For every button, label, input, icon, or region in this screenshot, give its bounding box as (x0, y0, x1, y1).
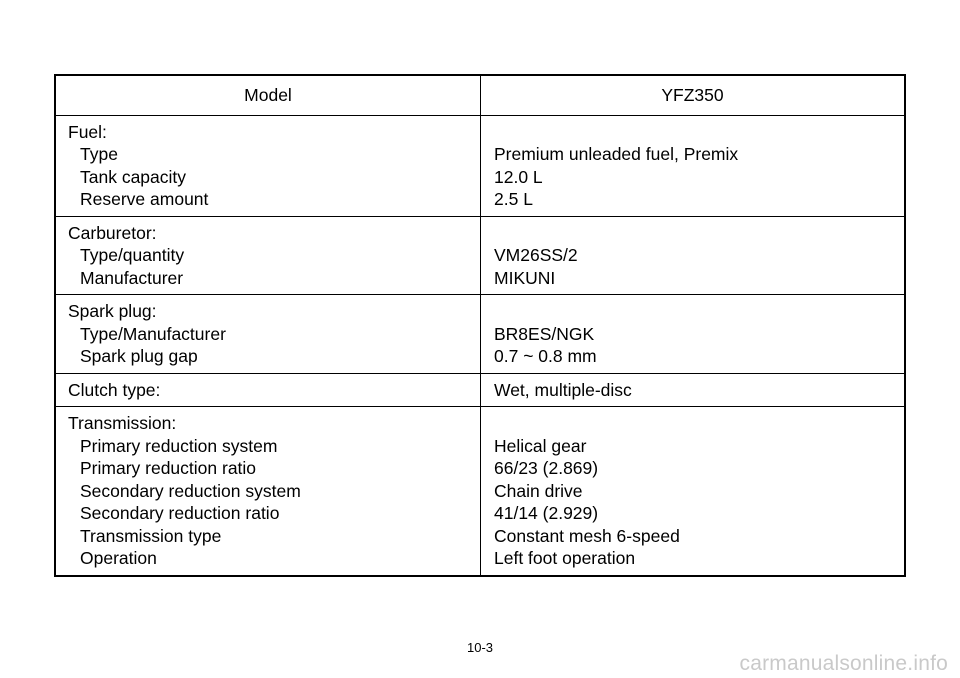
spec-label: Type/quantity (80, 245, 185, 265)
spec-value: Constant mesh 6-speed (494, 525, 680, 546)
spec-value: MIKUNI (494, 267, 556, 288)
spec-value: Chain drive (494, 480, 583, 501)
spec-label: Manufacturer (80, 267, 184, 288)
spacer (494, 300, 904, 323)
section-title: Spark plug: (68, 301, 157, 321)
header-model-value: YFZ350 (661, 85, 724, 105)
spec-value: Wet, multiple-disc (494, 379, 632, 400)
section-title: Transmission: (68, 413, 177, 433)
spec-table (54, 74, 906, 577)
section-values (481, 374, 904, 407)
spec-label: Transmission type (80, 525, 222, 546)
watermark-text: carmanualsonline.info (739, 652, 948, 675)
section-labels (56, 295, 481, 373)
header-model-label: Model (56, 76, 481, 115)
spacer (494, 222, 904, 245)
spec-label: Primary reduction system (80, 435, 278, 456)
spec-value: Helical gear (494, 435, 587, 456)
section-clutch (56, 373, 904, 407)
spacer (494, 121, 904, 144)
spec-value: 0.7 ~ 0.8 mm (494, 346, 597, 366)
spec-label: Spark plug gap (80, 346, 198, 366)
section-labels (56, 407, 481, 575)
page-number: 10-3 (466, 640, 494, 655)
table-header-row (56, 76, 904, 115)
section-values (481, 295, 904, 373)
spec-label: Secondary reduction ratio (80, 503, 280, 523)
spacer (494, 412, 904, 435)
spec-value: Left foot operation (494, 548, 636, 568)
spec-value: VM26SS/2 (494, 245, 578, 265)
section-title: Fuel: (68, 121, 107, 142)
spec-label: Operation (80, 548, 157, 568)
section-values (481, 116, 904, 216)
section-labels (56, 116, 481, 216)
section-values (481, 407, 904, 575)
spec-label: Tank capacity (80, 166, 187, 187)
section-title: Carburetor: (68, 222, 157, 243)
section-labels (56, 374, 481, 407)
spec-label: Type/Manufacturer (80, 323, 226, 344)
spec-label: Clutch type: (68, 379, 161, 400)
spec-label: Primary reduction ratio (80, 458, 257, 478)
section-spark-plug (56, 294, 904, 373)
spec-value: 66/23 (2.869) (494, 458, 599, 478)
section-labels (56, 217, 481, 295)
spec-value: 41/14 (2.929) (494, 503, 599, 523)
section-transmission (56, 406, 904, 575)
spec-label: Secondary reduction system (80, 480, 301, 501)
section-values (481, 217, 904, 295)
spec-label: Reserve amount (80, 189, 209, 209)
section-fuel (56, 115, 904, 216)
spec-value: 2.5 L (494, 189, 533, 209)
section-carburetor (56, 216, 904, 295)
spec-label: Type (80, 144, 118, 164)
spec-value: Premium unleaded fuel, Premix (494, 144, 739, 164)
spec-value: 12.0 L (494, 166, 543, 187)
spec-value: BR8ES/NGK (494, 323, 595, 344)
